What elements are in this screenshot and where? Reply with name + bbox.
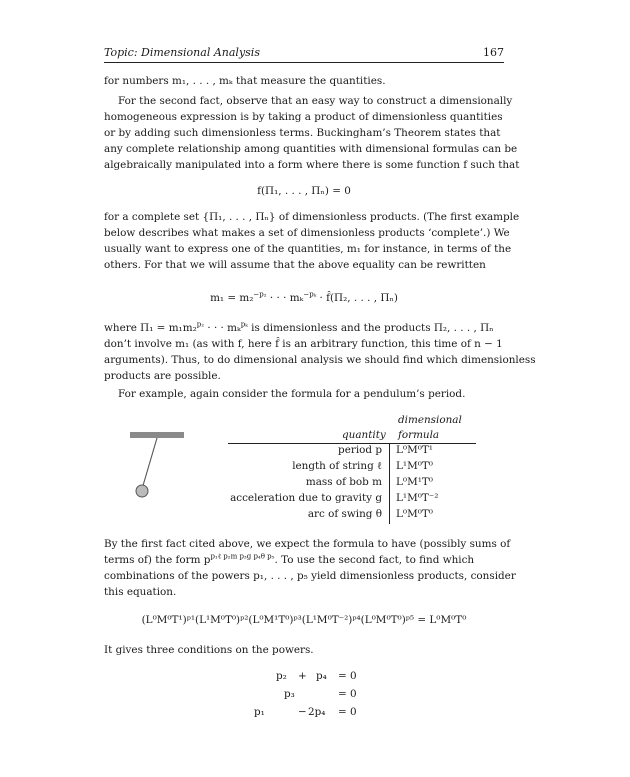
text-line: By the first fact cited above, we expect the formula to have (possibly sums of [104, 538, 511, 550]
text-line: For example, again consider the formula for a pendulum’s period. [118, 388, 466, 400]
table-cell-formula: L⁰M¹T⁰ [396, 476, 433, 488]
exponent: pₖ [240, 320, 248, 329]
table-cell-formula: L⁰M⁰T¹ [396, 444, 433, 456]
table-divider [389, 444, 390, 524]
text-line: homogeneous expression is by taking a product of dimensionless quantities [104, 111, 503, 123]
system-operator: − [298, 706, 307, 718]
text-part: . To use the second fact, to find which [274, 554, 475, 566]
text-line: For the second fact, observe that an easy way to construct a dimensionally [118, 95, 513, 107]
pendulum-bob [136, 485, 148, 497]
system-rhs: = 0 [338, 670, 357, 682]
table-header-dimensional: dimensional [398, 414, 462, 426]
system-term: 2p₄ [308, 706, 326, 718]
table-cell-formula: L¹M⁰T⁰ [396, 460, 433, 472]
table-cell-quantity: mass of bob m [305, 476, 382, 488]
system-rhs: = 0 [338, 706, 357, 718]
system-term: p₂ [276, 670, 287, 682]
system-term: p₁ [254, 706, 265, 718]
text-part: where Π₁ = m₁m₂ [104, 322, 197, 334]
text-line [104, 320, 494, 336]
text-line: don’t involve m₁ (as with f, here f̂ is an arbitrary function, this time of n − 1 [104, 338, 503, 350]
text-line: others. For that we will assume that the above equality can be rewritten [104, 259, 486, 271]
table-cell-quantity: period p [338, 444, 382, 456]
text-line: or by adding such dimensionless terms. Buckingham’s Theorem states that [104, 127, 501, 139]
system-term: p₃ [284, 688, 295, 700]
eq2-exponent: −p₂ [253, 290, 267, 299]
text-line: products are possible. [104, 370, 221, 382]
text-line: algebraically manipulated into a form where there is some function f such that [104, 159, 520, 171]
running-header [104, 46, 504, 62]
pendulum-diagram [128, 430, 188, 502]
table-cell-formula: L¹M⁰T⁻² [396, 492, 439, 504]
text-line: any complete relationship among quantities with dimensional formulas can be [104, 143, 518, 155]
eq2-part: · · · mₖ [266, 292, 304, 304]
exponent-group: p₁ℓ p₂m p₃g p₄θ p₅ [210, 552, 275, 561]
eq2-exponent: −pₖ [303, 290, 317, 299]
text-line: below describes what makes a set of dimensionless products ‘complete’.) We [104, 227, 510, 239]
text-line: this equation. [104, 586, 177, 598]
header-rule [104, 62, 504, 63]
exponent: p₂ [196, 320, 205, 329]
table-cell-quantity: acceleration due to gravity g [230, 492, 382, 504]
text-line: for a complete set {Π₁, . . . , Πₙ} of dimensionless products. (The first example [104, 211, 520, 223]
header-topic: Topic: Dimensional Analysis [104, 46, 260, 59]
eq2-part: m₁ = m₂ [210, 292, 254, 304]
equation-2 [104, 290, 504, 306]
pendulum-support [130, 432, 184, 438]
text-part: is dimensionless and the products Π₂, . . . , Πₙ [247, 322, 494, 334]
equation-3: (L⁰M⁰T¹)ᵖ¹(L¹M⁰T⁰)ᵖ²(L⁰M¹T⁰)ᵖ³(L¹M⁰T⁻²)ᵖ⁴(L⁰M⁰T⁰)ᵖ⁵ = L⁰M⁰T⁰ [141, 614, 467, 626]
text-line: arguments). Thus, to do dimensional analysis we should find which dimensionless [104, 354, 536, 366]
table-header-quantity: quantity [342, 429, 386, 441]
text-line: for numbers m₁, . . . , mₖ that measure the quantities. [104, 75, 386, 87]
eq2-part: · f̂(Π₂, . . . , Πₙ) [316, 292, 398, 304]
text-line: It gives three conditions on the powers. [104, 644, 314, 656]
text-part: terms of) the form p [104, 554, 211, 566]
table-header-formula: formula [398, 429, 440, 441]
text-line [104, 552, 474, 568]
system-term: p₄ [316, 670, 327, 682]
text-line: combinations of the powers p₁, . . . , p₅ yield dimensionless products, consider [104, 570, 516, 582]
text-part: · · · mₖ [204, 322, 241, 334]
equation-1: f(Π₁, . . . , Πₙ) = 0 [257, 185, 351, 197]
table-cell-quantity: arc of swing θ [307, 508, 382, 520]
text-line: usually want to express one of the quantities, m₁ for instance, in terms of the [104, 243, 512, 255]
page-number: 167 [483, 46, 504, 59]
system-rhs: = 0 [338, 688, 357, 700]
system-operator: + [298, 670, 307, 682]
pendulum-string [142, 438, 157, 489]
table-cell-formula: L⁰M⁰T⁰ [396, 508, 433, 520]
table-cell-quantity: length of string ℓ [292, 460, 382, 472]
